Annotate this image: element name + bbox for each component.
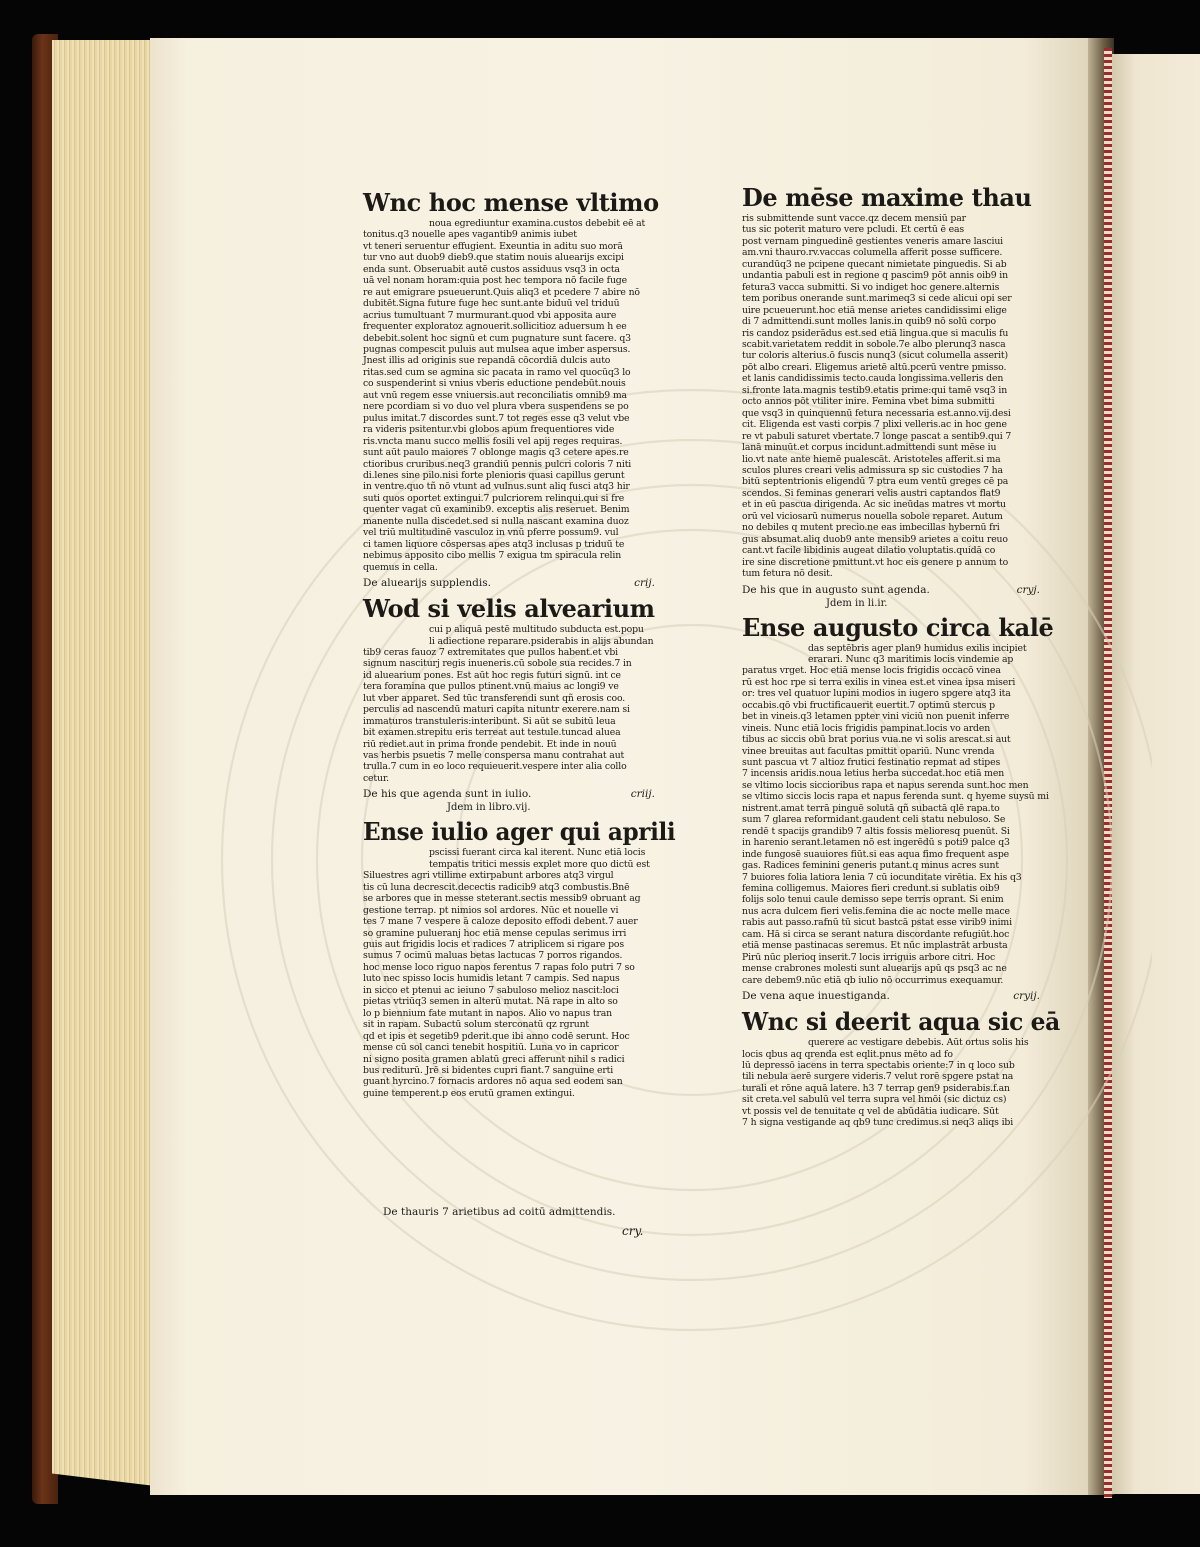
text-line: 7 buiores folia latiora lenia 7 cū iocunditate virētia. Ex his q3 — [742, 871, 1022, 883]
text-line: tes 7 mane 7 vespere ā caloze deposito effodi debent.7 auer — [363, 916, 638, 928]
text-line: am.vni thauro.rv.vaccas columella afferit posse sufficere. — [742, 247, 1003, 259]
text-line: si.fronte lata.magnis testib9.etatis prime:qui tamē vsq3 in — [742, 384, 1008, 396]
text-line: locis qbus aq qrenda est eqlit.pnus mēto ad fo — [742, 1048, 953, 1060]
text-line: cant.vt facile libidinis augeat dilatio voluptatis.quidā co — [742, 545, 996, 557]
section-heading: Wnc hoc mense vltimo — [363, 188, 659, 217]
rubric-number: crij. — [634, 577, 655, 590]
text-line: hoc mense loco riguo napos ferentus 7 rapas folo putri 7 so — [363, 961, 635, 973]
text-line: octo annos pōt vtiliter inire. Femina vbet bima submitti — [742, 396, 995, 408]
rubric-title: De his que in augusto sunt agenda. — [742, 583, 930, 596]
text-line: bus rediturū. Jrē si bidentes cupri fiant.7 sanguine erti — [363, 1065, 614, 1076]
rubric-title: De vena aque inuestiganda. — [742, 990, 890, 1003]
text-line: erarari. Nunc q3 maritimis locis vindemie ap — [808, 653, 1014, 665]
text-line: id aluearium pones. Est aūt hoc regis futuri signū. int ce — [363, 669, 621, 681]
rubric-title: De his que agenda sunt in iulio. — [363, 788, 532, 801]
facing-page — [1108, 54, 1200, 1494]
text-line: so gramine pulueranj hoc etiā mense cepulas serimus irri — [363, 927, 627, 939]
text-line: et in eū pascua dirigenda. Ac sic ineūdas matres vt mortu — [742, 499, 1006, 511]
text-line: suti quos oportet extingui.7 pulcriorem relinqui.qui si fre — [363, 492, 625, 504]
text-line: rū est hoc rpe si terra exilis in vinea est.et vinea ipsa miseri — [742, 676, 1016, 688]
text-line: quemus in cella. — [363, 561, 438, 573]
text-line: ris submittende sunt vacce.qz decem mensiū par — [742, 213, 966, 224]
text-line: gestione terrap. pt nimios sol ardores. Nūc et nouelle vi — [363, 904, 619, 916]
text-section — [363, 818, 675, 1099]
text-line: vel triū multitudinē vasculoz in vnū pferre possum9. vul — [363, 527, 619, 539]
text-line: uā vel nonam horam:quia post hec tempora nō facile fuge — [363, 275, 627, 287]
text-line: sit creta.vel sabulū vel terra supra vel hmōi (sic dictuz cs) — [742, 1094, 1007, 1106]
text-line: lo p biennium fate mutant in napos. Alio vo napus tran — [363, 1007, 613, 1019]
text-line: nere pcordiam si vo duo vel plura vbera suspendens se po — [363, 401, 629, 413]
text-line: vineis. Nunc etiā locis frigidis pampinat.locis vo arden — [742, 722, 991, 734]
text-line: ritas.sed cum se agmina sic pacata in ramo vel quocūq3 lo — [363, 366, 631, 378]
text-line: sumus 7 ocimū maluas betas lactucas 7 porros rigandos. — [363, 950, 623, 962]
text-line: femina colligemus. Maiores fieri credunt.si sublatis oib9 — [742, 883, 1000, 895]
text-line: lio.vt nate ante hiemē pualescāt. Aristoteles afferit.si ma — [742, 453, 1001, 465]
text-line: orū vel viciosarū numerus nouella sobole reparet. Autum — [742, 510, 1003, 522]
section-body — [742, 213, 1060, 580]
text-line: ra videris psitentur.vbi globos apum frequentiores vide — [363, 424, 615, 436]
text-line: tur vno aut duob9 dieb9.que statim nouis aluearijs excipi — [363, 252, 624, 264]
text-line: mense cū sol canci tenebit hospitiū. Luna vo in capricor — [363, 1042, 619, 1054]
section-heading: Wnc si deerit aqua sic eā — [742, 1007, 1060, 1037]
text-line: or: tres vel quatuor lupini modios in iugero spgere atq3 ita — [742, 688, 1011, 700]
text-line: pietas vtriūq3 semen in alterū mutat. Nā rape in alto so — [363, 996, 618, 1008]
text-line: tum fetura nō desit. — [742, 568, 833, 580]
right-text-column — [742, 180, 1060, 1129]
text-line: cui p aliquā pestē multitudo subducta est.popu — [429, 624, 644, 636]
text-line: vas herbis psuetis 7 melle conspersa manu contrahat aut — [363, 750, 625, 762]
text-line: fetura3 vacca submitti. Si vo indiget hoc genere.alternis — [742, 281, 1000, 293]
text-line: lut vber apparet. Sed tūc transferendi sunt qñ erosis coo. — [363, 692, 626, 704]
text-line: li adiectione reparare.psiderabis in alijs abundan — [429, 635, 654, 647]
text-line: noua egrediuntur examina.custos debebit eē at — [429, 218, 646, 229]
text-line: vinee breuitas aut facultas pmittit opariū. Nunc vrenda — [742, 745, 995, 757]
rubric-number: criij. — [630, 788, 655, 801]
text-line: pugnas compescit puluis aut mulsea aque imber aspersus. — [363, 343, 631, 355]
text-line: nistrent.amat terrā pinguē solutā qñ subactā qlē rapa.to — [742, 802, 1000, 814]
text-line: in sicco et ptenui ac ieiuno 7 sabuloso melioz nascit:loci — [363, 984, 619, 996]
section-heading: Ense iulio ager qui aprili — [363, 817, 676, 847]
section-body — [742, 1037, 1060, 1129]
text-line: sunt pascua vt 7 altioz frutici festinatio repmat ad stipes — [742, 757, 1001, 769]
text-line: sum 7 glarea reformidant.gaudent celi statu nebuloso. Se — [742, 814, 1006, 826]
text-line: se vltimo siccis locis rapa et napus ferenda sunt. q hyeme suysū mi — [742, 791, 1049, 803]
text-line: ris candoz psiderādus est.sed etiā lingua.que si maculis fu — [742, 327, 1009, 339]
text-line: post vernam pinguedinē gestientes veneris amare lasciui — [742, 235, 1003, 247]
chapter-rubric — [742, 988, 1060, 1004]
text-line: scabit.varietatem reddit in sobole.7e albo plerunq3 nasca — [742, 338, 1006, 350]
text-line: 7 incensis aridis.noua letius herba succedat.hoc etiā men — [742, 768, 1005, 780]
text-line: re vt pabuli saturet vbertate.7 longe pascat a sentib9.qui 7 — [742, 430, 1012, 442]
text-line: tempatis tritici messis explet more quo dictū est — [429, 858, 650, 870]
text-line: 7 h signa vestigande aq qb9 tunc credimus.si neq3 aliqs ibi — [742, 1117, 1014, 1129]
text-line: gus absumat.aliq duob9 ante mensib9 arietes a coitu reuo — [742, 533, 1008, 545]
chapter-rubric — [363, 575, 675, 591]
text-line: trulla.7 cum in eo loco requieuerit.vespere inter alia collo — [363, 761, 627, 773]
text-line: tera foramina que pullos ptinent.vnū maius ac longi9 ve — [363, 681, 619, 693]
text-line: sculos plures creari velis admissura sp sic custodies 7 ha — [742, 464, 1003, 476]
text-line: tis cū luna decrescit.decectis radicib9 atq3 combustis.Bnē — [363, 881, 630, 893]
text-line: querere ac vestigare debebis. Aūt ortus solis his — [808, 1037, 1029, 1049]
text-line: rendē t spacijs grandib9 7 altis fossis melioresq puenūt. Si — [742, 825, 1010, 837]
text-line: Siluestres agri vtillime extirpabunt arbores atq3 virgul — [363, 870, 614, 882]
text-line: tur coloris alterius.ō fuscis nunq3 (sicut columella asserit) — [742, 350, 1008, 362]
text-line: in ventre.quo tñ nō vtunt ad vulnus.sunt aliq fusci atq3 hir — [363, 481, 630, 493]
text-line: ctioribus cruribus.neq3 grandiū pennis pulcri coloris 7 niti — [363, 458, 632, 470]
text-line: pōt albo creari. Eligemus arietē altū.pcerū ventre pmisso. — [742, 361, 1007, 373]
text-line: uire pcueuerunt.hoc etiā mense arietes candidissimi elige — [742, 304, 1007, 316]
text-line: cit. Eligenda est vasti corpis 7 plixi velleris.ac in hoc gene — [742, 419, 1007, 431]
text-line: bet in vineis.q3 letamen ppter vini viciū non puenit inferre — [742, 711, 1010, 723]
text-line: debebit.solent hoc signū et cum pugnature sunt facere. q3 — [363, 332, 631, 344]
text-line: pscissi fuerant circa kal iterent. Nunc etiā locis — [429, 847, 646, 859]
text-line: riū rediet.aut in prima fronde pendebit. Et inde in nouū — [363, 738, 617, 750]
text-section — [363, 595, 675, 814]
section-body — [363, 624, 675, 784]
text-section — [363, 189, 675, 591]
text-line: occabis.qō vbi fructificauerit euertit.7 optimū stercus p — [742, 699, 995, 711]
text-line: tib9 ceras fauoz 7 extremitates que pullos habent.et vbi — [363, 646, 618, 658]
text-line: manente nulla discedet.sed si nulla nascant examina duoz — [363, 515, 629, 527]
text-line: sit in rapam. Subactū solum sterconatū qz rgrunt — [363, 1019, 590, 1031]
section-body — [363, 218, 675, 573]
text-line: vt teneri seruentur effugient. Exeuntia in aditu suo morā — [363, 240, 623, 252]
text-line: signum nasciturj regis inueneris.cū sobole sua recides.7 in — [363, 658, 632, 670]
section-heading: De mēse maxime thau — [742, 183, 1032, 212]
text-line: scendos. Si feminas generari velis austri captandos flat9 — [742, 487, 1001, 499]
text-line: se arbores que in messe steterant.sectis messib9 obruant ag — [363, 893, 641, 905]
text-line: gas. Radices feminini generis putant.q minus acres sunt — [742, 860, 999, 872]
text-line: enda sunt. Obseruabit autē custos assiduus vsq3 in octa — [363, 263, 620, 275]
text-line: acrius tumultuant 7 murmurant.quod vbi apposita aure — [363, 309, 617, 321]
section-body — [742, 643, 1060, 987]
signature-mark: cry. — [622, 1224, 644, 1238]
text-line: guine temperent.p eos erutū gramen extingui. — [363, 1087, 575, 1099]
text-line: bit examen.strepitu eris terreat aut testule.tuncad aluea — [363, 727, 621, 739]
text-line: nus acra dulcem fieri velis.femina die ac nocte melle mace — [742, 905, 1010, 917]
text-line: luto nec spisso locis humidis letant 7 campis. Sed napus — [363, 973, 620, 985]
text-line: turali et rōne aquā latere. h3 7 terrap gen9 psiderabis.f.an — [742, 1082, 1010, 1094]
facing-page-headband — [1104, 48, 1112, 1498]
source-note: Jdem in libro.vij. — [447, 802, 531, 814]
text-line: no debiles q mutent precio.ne eas imbecillas hybernū fri — [742, 522, 1000, 534]
text-line: qd et ipis et segetib9 pderit.que ibi anno codē serunt. Hoc — [363, 1030, 630, 1042]
text-line: ris.vncta manu succo mellis fosili vel apij reges requiras. — [363, 435, 623, 447]
text-line: in harenio serant.letamen nō est ingerēdū s poti9 palce q3 — [742, 837, 1010, 849]
text-line: pulus imitat.7 discordes sunt.7 tot reges esse q3 velut vbe — [363, 412, 630, 424]
text-line: frequenter exploratoz agnouerit.sollicitioz aduersum h ee — [363, 321, 627, 333]
text-line: immaturos transtuleris:interibunt. Si aūt se subitū leua — [363, 715, 616, 727]
text-line: lū depressō iacens in terra spectabis oriente:7 in q loco sub — [742, 1060, 1015, 1071]
text-line: vt possis vel de tenuitate q vel de abūdātia iudicare. Sūt — [742, 1105, 999, 1117]
text-line: folijs solo tenui caule demisso sepe terris oprant. Si enim — [742, 894, 1004, 906]
text-line: co suspenderint si vnius vberis eductione pendebūt.nouis — [363, 378, 626, 390]
text-line: ni signo posita gramen ablatū greci afferunt nihil s radici — [363, 1053, 625, 1065]
text-section — [742, 184, 1060, 610]
text-line: quenter vagat cū examinib9. exceptis alis reseruet. Benim — [363, 504, 630, 516]
text-line: re aut emigrare psueuerunt.Quis aliq3 et pcedere 7 abire nō — [363, 286, 640, 298]
text-line: rabis aut passo.rafnū tū sicut bastcā pstat esse virib9 inimi — [742, 917, 1012, 929]
text-line: di.lenes sine pilo.nisi forte plenioris quasi capillus gerunt — [363, 469, 625, 481]
text-line: paratus vrget. Hoc etiā mense locis frigidis occacō vinea — [742, 665, 1001, 677]
text-line: etiā mense pastinacas seremus. Et nūc implastrāt arbusta — [742, 940, 1008, 952]
text-section — [742, 614, 1060, 1005]
text-line: tus sic poterit maturo vere pcludi. Et certū ē eas — [742, 224, 965, 236]
text-line: guis aut frigidis locis et radices 7 atriplicem si rigare pos — [363, 939, 624, 951]
text-section — [742, 1008, 1060, 1129]
text-line: care debem9.nūc etiā qb iulio nō occurrimus exequamur. — [742, 974, 1004, 986]
text-line: ci tamen liquore cōspersas apes atq3 inclusas p triduū te — [363, 538, 625, 550]
text-line: que vsq3 in quinquennū fetura necessaria est.anno.vij.desi — [742, 407, 1011, 419]
text-line: tem poribus onerande sunt.marimeq3 si cede alicui opi ser — [742, 293, 1012, 305]
text-line: perculis ad nascendū maturi capita nituntr exerere.nam si — [363, 704, 630, 716]
text-line: bitū septentrionis eligendū 7 ptra eum ventū greges cē pa — [742, 476, 1009, 488]
text-line: sunt aūt paulo maiores 7 oblonge magis q3 cetere apes.re — [363, 447, 629, 459]
chapter-rubric — [363, 786, 675, 802]
text-line: guant hyrcino.7 fornacis ardores nō aqua sed eodem san — [363, 1076, 623, 1088]
text-line: tili nebula aerē surgere videris.7 velut rorē spgere pstat na — [742, 1071, 1014, 1083]
text-line: curandūq3 ne pcipene quecant nimietate pinguedis. Si ab — [742, 258, 1007, 270]
rubric-number: cryij. — [1013, 990, 1040, 1003]
text-line: ire sine discretione pmittunt.vt hoc eis genere p annum to — [742, 556, 1009, 568]
text-line: tibus ac siccis obū brat porius vua.ne vi solis arescat.si aut — [742, 734, 1011, 746]
text-line: Pirū nūc plerioq inserit.7 locis irriguis arbore citri. Hoc — [742, 951, 996, 963]
text-line: Jnest illis ad originis sue repandā cōcordiā dulcis auto — [363, 355, 611, 367]
chapter-rubric — [742, 582, 1060, 598]
text-line: undantia pabuli est in regione q pascim9 pōt annis oib9 in — [742, 270, 1008, 282]
text-line: nebimus apposito cibo mellis 7 exigua tm spiracula relin — [363, 550, 622, 562]
section-body — [363, 847, 675, 1099]
text-line: cam. Hā si circa se serant natura discordante refugiūt.hoc — [742, 928, 1010, 940]
left-text-column — [363, 185, 675, 1099]
rubric-number: cryj. — [1016, 583, 1040, 596]
text-line: mense crabrones molesti sunt aluearijs apū qs psq3 ac ne — [742, 963, 1007, 975]
text-line: lanā minuūt.et corpus incidunt.admittendi sunt mēse iu — [742, 442, 997, 454]
text-line: se vltimo locis siccioribus rapa et napus serenda sunt.hoc men — [742, 779, 1029, 791]
section-heading: Ense augusto circa kalē — [742, 612, 1054, 642]
next-chapter-rubric: De thauris 7 arietibus ad coitū admittendis. — [383, 1206, 616, 1218]
text-line: das septēbris ager plan9 humidus exilis incipiet — [808, 642, 1027, 654]
section-heading: Wod si velis alvearium — [363, 594, 655, 624]
text-line: tonitus.q3 nouelle apes vagantib9 animis iubet — [363, 229, 577, 241]
text-line: cetur. — [363, 772, 389, 784]
rubric-title: De aluearijs supplendis. — [363, 577, 491, 590]
source-note: Jdem in li.ir. — [826, 597, 888, 609]
text-line: di 7 admittendi.sunt molles lanis.in quib9 nō solū corpo — [742, 316, 996, 328]
text-line: inde fungosē suauiores fiūt.si eas aqua fimo frequent aspe — [742, 848, 1009, 860]
text-line: dubitēt.Signa future fuge hec sunt.ante biduū vel triduū — [363, 298, 620, 310]
text-line: et lanis candidissimis tecto.cauda longissima.velleris den — [742, 373, 1004, 385]
text-line: aut vnū regem esse vniuersis.aut reconciliatis omnib9 ma — [363, 389, 627, 401]
